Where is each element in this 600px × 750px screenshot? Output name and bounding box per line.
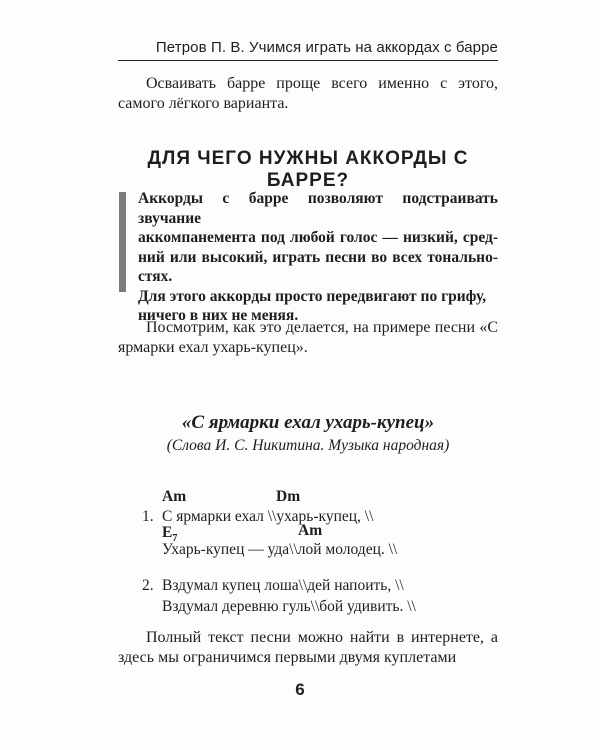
callout-line: ничего в них не меняя. <box>138 307 299 324</box>
callout-box <box>138 189 498 326</box>
chord-root: E <box>162 524 173 541</box>
callout-bar <box>119 192 126 292</box>
callout-line: стях. <box>138 268 173 285</box>
song-credits: (Слова И. С. Никитина. Музыка народная) <box>166 437 450 454</box>
callout-line: Для этого аккорды просто передвигают по грифу, <box>138 287 487 305</box>
outro-text: Полный текст песни можно найти в интернете, а здесь мы ограничимся первыми двумя куплетами <box>118 629 498 666</box>
outro-paragraph <box>118 628 498 668</box>
verse-number: 2. <box>142 577 154 594</box>
intro-text: Осваивать барре проще всего именно с этого, самого лёгкого варианта. <box>118 75 498 112</box>
section-heading: ДЛЯ ЧЕГО НУЖНЫ АККОРДЫ С БАРРЕ? <box>147 148 469 191</box>
header-rule <box>118 60 498 61</box>
example-text: Посмотрим, как это делается, на примере песни «С ярмарки ехал ухарь-купец». <box>118 319 498 356</box>
callout-line: Аккорды с барре позволяют подстраивать звучание <box>138 190 498 227</box>
chord-subscript: 7 <box>172 533 178 544</box>
page-number: 6 <box>295 680 305 699</box>
lyric-line: С ярмарки ехал \\ухарь-купец, \\ <box>162 508 374 525</box>
lyric-line: Вздумал деревню гуль\\бой удивить. \\ <box>162 598 416 615</box>
chord-label: Am <box>298 522 323 539</box>
example-paragraph <box>118 318 498 358</box>
verse-number: 1. <box>142 508 154 525</box>
lyric-line: Ухарь-купец — уда\\лой молодец. \\ <box>162 541 398 558</box>
callout-line: ний или высокий, играть песни во всех тонально- <box>138 248 498 266</box>
running-header: Петров П. В. Учимся играть на аккордах с барре <box>155 39 498 56</box>
lyric-line: Вздумал купец лоша\\дей напоить, \\ <box>162 577 404 594</box>
callout-line: аккомпанемента под любой голос — низкий, сред- <box>138 229 498 246</box>
intro-paragraph <box>118 74 498 114</box>
song-title: «С ярмарки ехал ухарь-купец» <box>181 412 435 433</box>
chord-label: Dm <box>276 488 301 505</box>
chord-label: Am <box>162 488 187 505</box>
